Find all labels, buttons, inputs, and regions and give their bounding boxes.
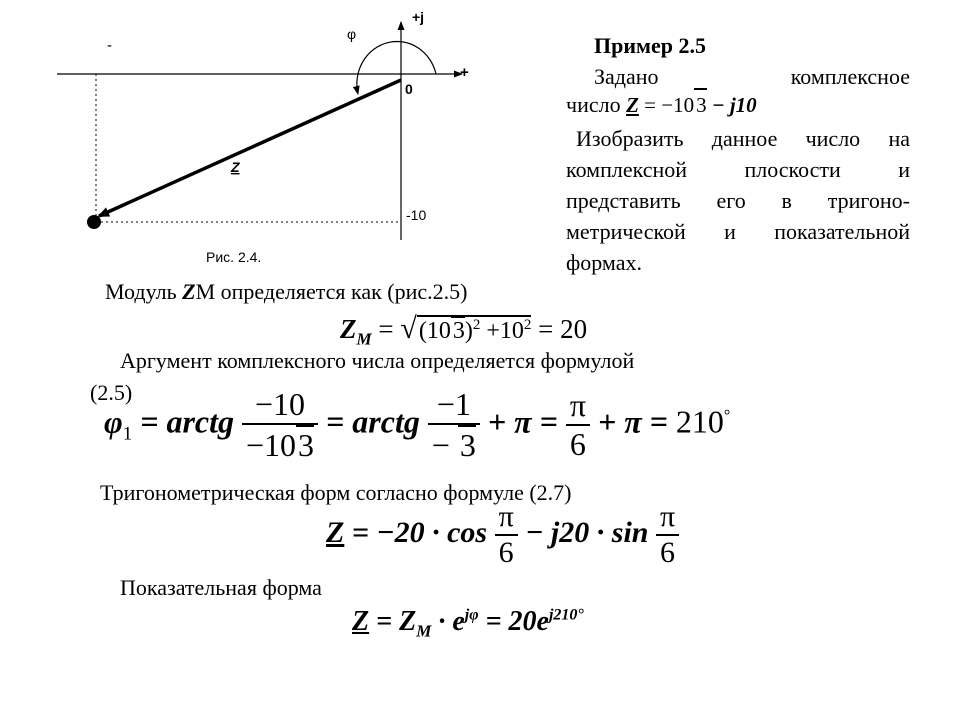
complex-plane-figure — [0, 0, 560, 275]
modulus-rp: ) — [464, 318, 473, 344]
exp-zm-sub: M — [416, 621, 432, 641]
axis-plus-j-label: +j — [412, 9, 425, 25]
z-def-symbol: Z — [626, 93, 639, 117]
vector-z-label: Z — [231, 159, 240, 175]
problem-line7: формах. — [566, 250, 642, 275]
modulus-formula — [340, 312, 587, 349]
arg-frac1 — [242, 386, 318, 464]
exp-sup2: j210° — [548, 606, 584, 624]
modulus-inner-rad: 3 — [452, 318, 465, 344]
problem-line2-word: число — [566, 92, 621, 117]
argument-formula — [104, 386, 730, 464]
trig-b: − j20 · sin — [525, 515, 649, 549]
argument-line1: Аргумент комплексного числа определяется формулой — [120, 348, 635, 373]
problem-line1-b: комплексное — [790, 64, 910, 89]
arg-frac3-den: 6 — [566, 424, 590, 463]
modulus-text-a: Модуль — [105, 279, 183, 304]
exp-z: Z — [352, 606, 370, 637]
modulus-sq2: 2 — [523, 317, 532, 333]
trig-frac1-den: 6 — [495, 534, 518, 570]
modulus-text-z: Z — [182, 279, 196, 304]
arg-phi-sub: 1 — [122, 423, 133, 445]
trig-frac1 — [495, 500, 518, 570]
modulus-eq: = — [378, 314, 394, 344]
figure-caption: Рис. 2.4. — [206, 249, 262, 265]
problem-line5: представить его в тригоно- — [566, 188, 910, 213]
modulus-inner-sqrt — [451, 317, 465, 345]
arg-result: 210 — [675, 403, 724, 440]
problem-line1-a: Задано — [594, 64, 659, 89]
modulus-radical-sign: √ — [400, 312, 417, 345]
exp-eq: = — [376, 606, 393, 637]
modulus-plus: +10 — [486, 318, 524, 344]
z-def-radicand: 3 — [696, 93, 707, 117]
origin-label: 0 — [405, 81, 413, 97]
y-tick-label: -10 — [406, 207, 427, 223]
arg-frac2-den — [428, 423, 480, 464]
arg-frac2 — [428, 386, 480, 464]
problem-block — [566, 30, 910, 278]
problem-line2 — [566, 88, 910, 121]
modulus-zm-sub: M — [356, 329, 372, 349]
arg-frac1-rad: 3 — [298, 427, 315, 463]
arg-plus-pi: + π = — [487, 403, 558, 440]
arg-deg: ° — [723, 407, 731, 425]
arg-frac2-sqrt — [458, 425, 476, 464]
modulus-sq: 2 — [472, 317, 481, 333]
arg-frac1-den — [242, 423, 318, 464]
arg-frac2-den-a: − — [431, 427, 450, 463]
modulus-zm: Z — [340, 314, 357, 344]
arg-eq2: = arctg — [326, 403, 420, 440]
exp-formula — [352, 606, 584, 642]
problem-line3: Изобразить данное число на — [576, 126, 910, 151]
arg-eq1: = arctg — [140, 403, 234, 440]
problem-title: Пример 2.5 — [594, 33, 707, 58]
angle-arc — [357, 41, 436, 94]
modulus-sqrt — [417, 315, 532, 345]
endpoint-dot — [87, 215, 101, 229]
arg-phi: φ — [104, 403, 123, 440]
trig-formula — [326, 500, 679, 570]
arg-frac1-den-a: −10 — [246, 427, 297, 463]
exp-zm: Z — [399, 606, 417, 637]
arg-frac2-rad: 3 — [459, 427, 476, 463]
z-def-eq: = −10 — [644, 93, 695, 117]
modulus-text-b: М определяется как (рис.2.5) — [195, 279, 468, 304]
trig-frac2-den: 6 — [656, 534, 679, 570]
problem-line4: комплексной плоскости и — [566, 157, 910, 182]
exp-result: = 20e — [485, 606, 549, 637]
arg-frac1-num: −10 — [255, 386, 306, 422]
trig-frac2 — [656, 500, 679, 570]
arg-frac3 — [566, 387, 590, 463]
modulus-lp: (10 — [418, 318, 451, 344]
trig-frac1-num: π — [498, 500, 514, 533]
z-def-tail: − j10 — [711, 93, 757, 117]
argument-line2: (2.5) — [90, 380, 133, 405]
trig-z: Z — [326, 515, 345, 549]
arg-frac2-num: −1 — [436, 386, 471, 422]
axis-plus-label: + — [460, 64, 469, 81]
modulus-result: = 20 — [538, 314, 588, 344]
trig-frac2-num: π — [659, 500, 676, 533]
z-definition — [626, 93, 757, 117]
axis-minus-label: - — [107, 37, 112, 54]
phi-label: φ — [347, 26, 357, 42]
arg-frac1-sqrt — [296, 425, 314, 464]
arg-plus-pi2: + π = — [597, 403, 668, 440]
modulus-text — [105, 276, 467, 307]
trig-text: Тригонометрическая форм согласно формуле (2.7) — [100, 480, 572, 505]
arg-frac3-num: π — [569, 387, 586, 423]
problem-line6: метрической и показательной — [566, 219, 910, 244]
exp-text: Показательная форма — [120, 575, 322, 600]
trig-a: = −20 · cos — [351, 515, 488, 549]
z-def-sqrt — [694, 88, 707, 121]
exp-dot-e: · e — [438, 606, 465, 637]
exp-sup1: jφ — [464, 606, 479, 624]
vector-z — [99, 80, 401, 216]
